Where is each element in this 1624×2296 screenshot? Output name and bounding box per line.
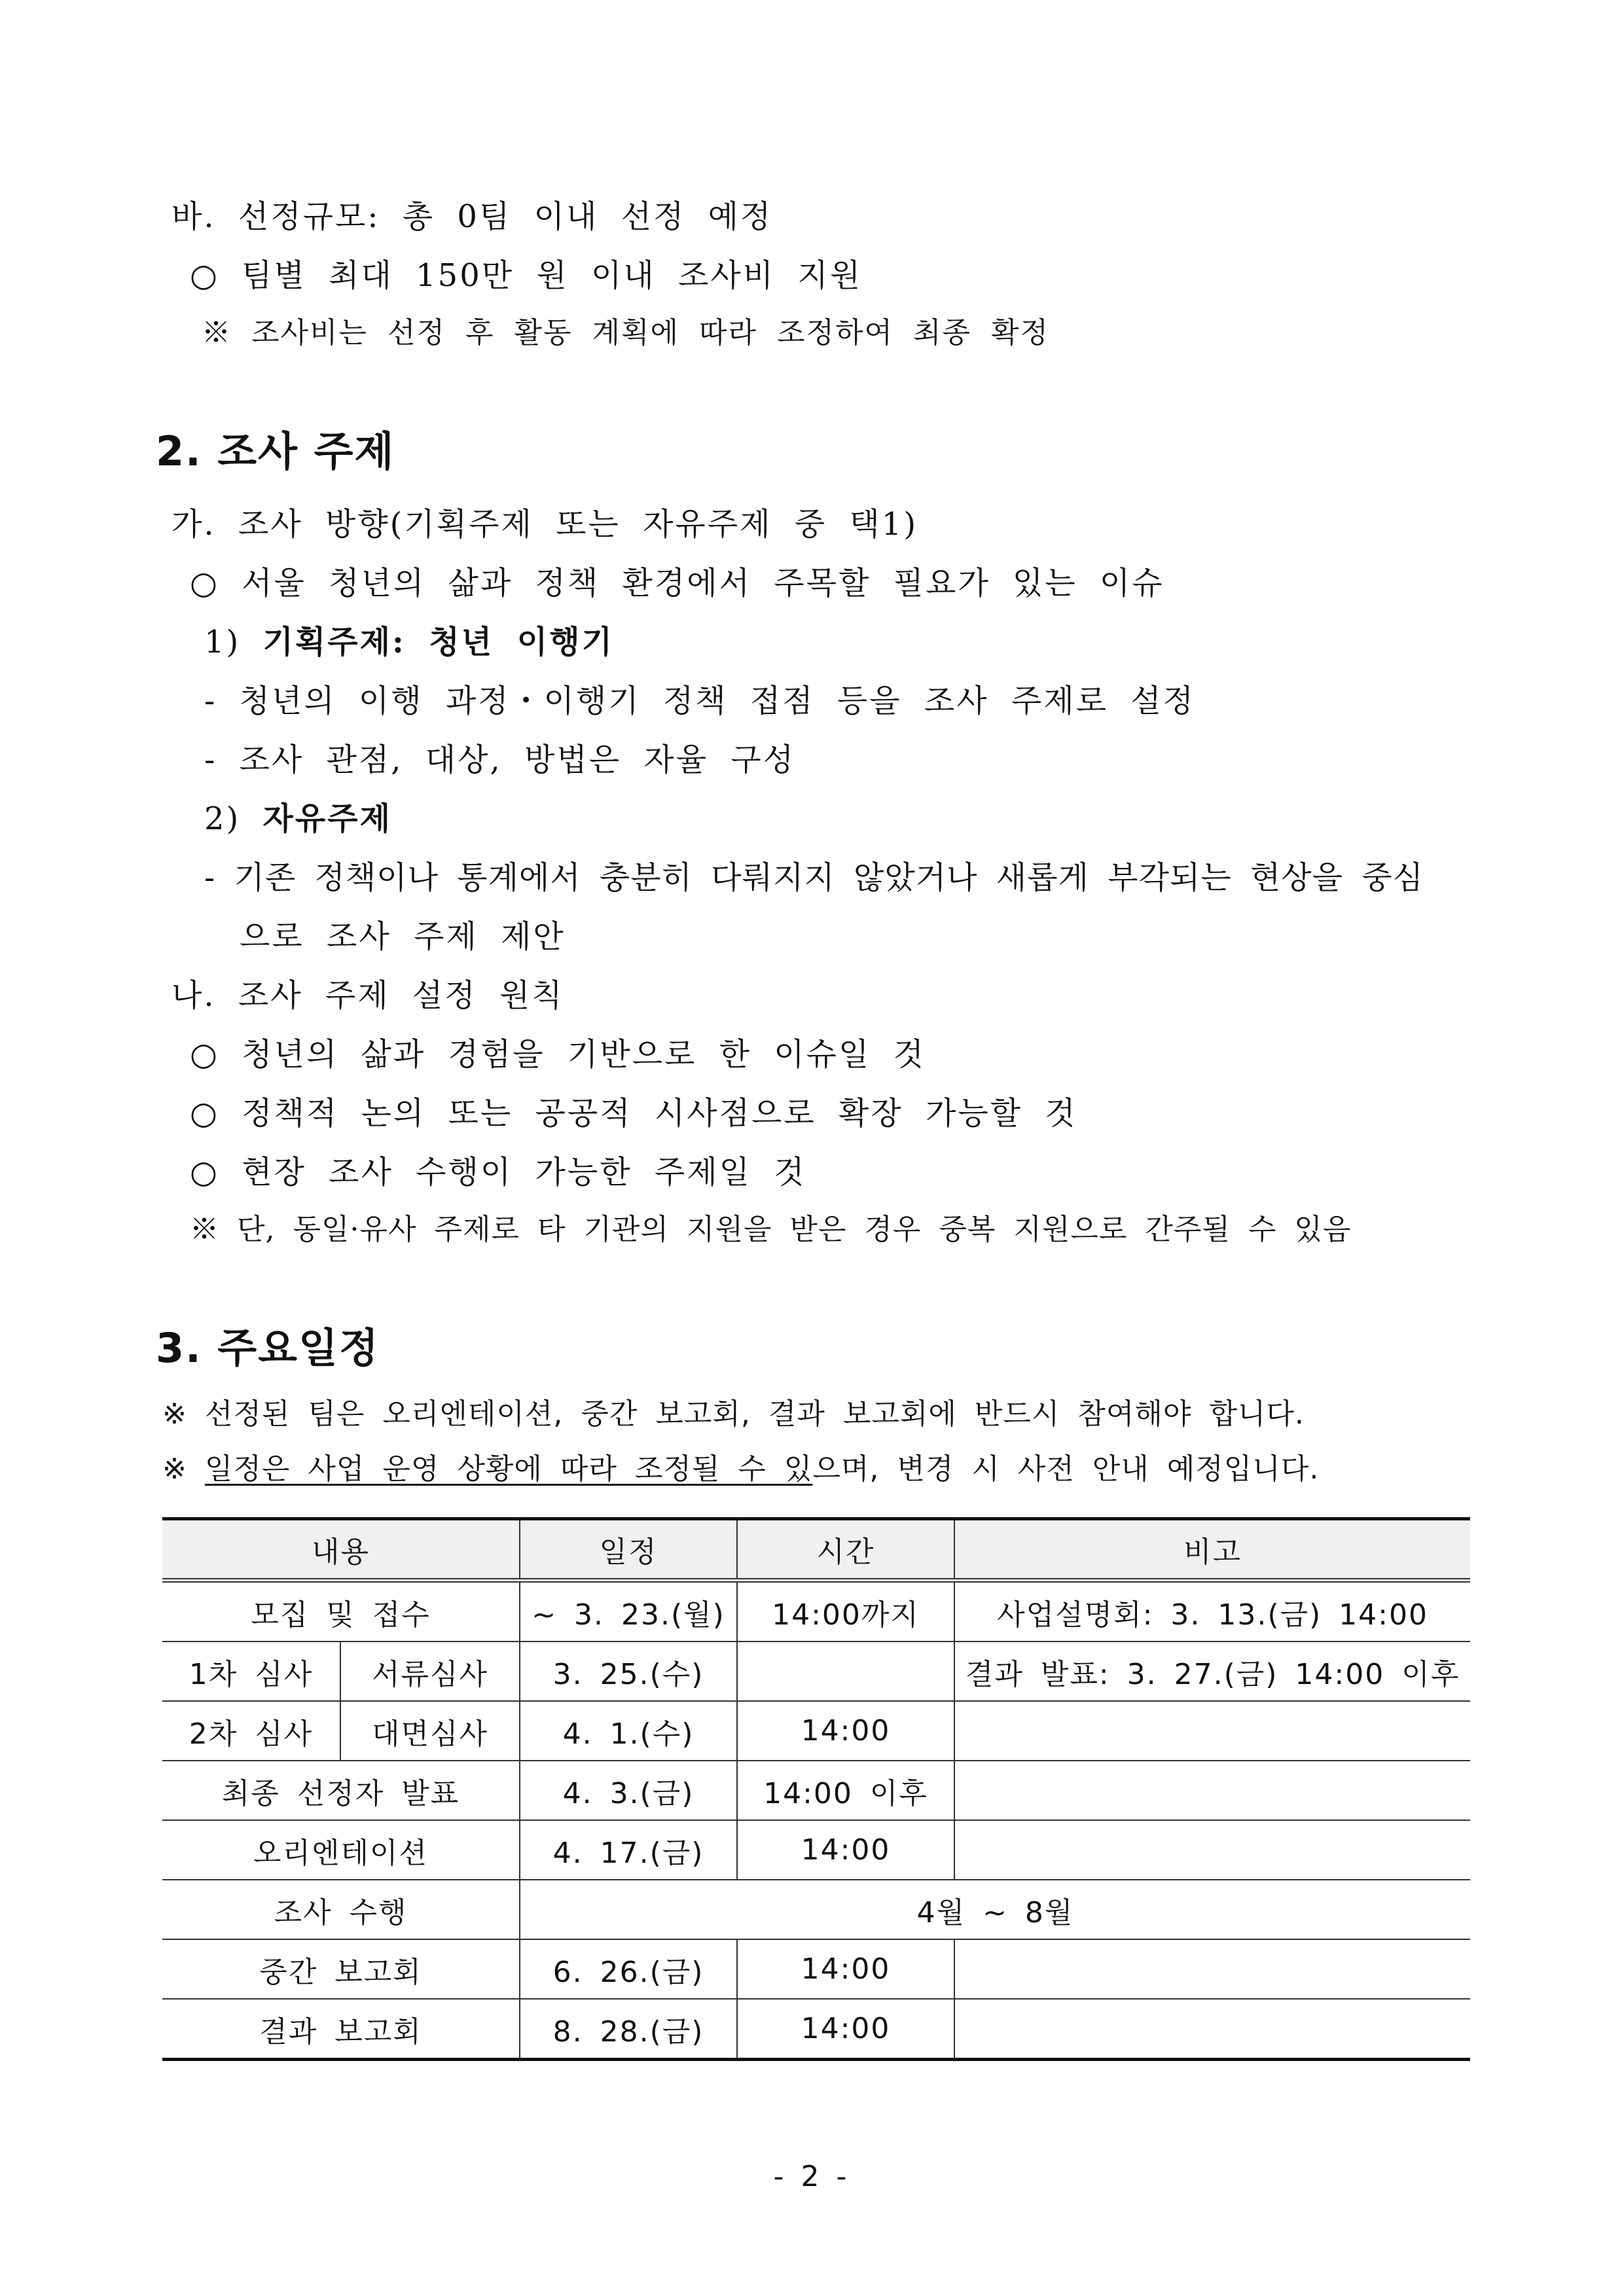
row-time: 14:00 (737, 1939, 954, 1999)
row-content: 중간 보고회 (162, 1939, 520, 1999)
free-topic-title: 자유주제 (262, 800, 393, 837)
table-row (162, 1701, 1470, 1761)
row-substage: 서류심사 (340, 1641, 520, 1701)
planned-topic-title: 기획주제: 청년 이행기 (262, 624, 614, 660)
row-date: 3. 25.(수) (520, 1641, 737, 1701)
row-substage: 대면심사 (340, 1701, 520, 1761)
schedule-note-2-underlined: 일정은 사업 운영 상황에 따라 조정될 수 있 (204, 1452, 813, 1486)
topic-direction-circle: ○ 서울 청년의 삶과 정책 환경에서 주목할 필요가 있는 이슈 (190, 565, 1164, 601)
table-row (162, 1939, 1470, 1999)
row-stage: 2차 심사 (162, 1701, 340, 1761)
row-note: 결과 발표: 3. 27.(금) 14:00 이후 (954, 1641, 1470, 1701)
topic-principles-line: 나. 조사 주제 설정 원칙 (171, 977, 564, 1014)
row-period: 4월 ~ 8월 (520, 1880, 1470, 1939)
row-content: 오리엔테이션 (162, 1820, 520, 1880)
planned-topic-line (204, 617, 614, 662)
row-time: 14:00 (737, 1820, 954, 1880)
table-row (162, 1581, 1470, 1642)
page-number: - 2 - (773, 2160, 851, 2193)
section-heading-schedule: 3. 주요일정 (156, 1324, 380, 1372)
row-content: 조사 수행 (162, 1880, 520, 1939)
table-header-row (162, 1519, 1470, 1581)
free-topic-dash-1-cont: 으로 조사 주제 제안 (240, 918, 566, 955)
budget-note: ※ 조사비는 선정 후 활동 계획에 따라 조정하여 최종 확정 (202, 316, 1049, 350)
row-date: ~ 3. 23.(월) (520, 1581, 737, 1642)
row-time (737, 1641, 954, 1701)
row-stage: 1차 심사 (162, 1641, 340, 1701)
row-date: 8. 28.(금) (520, 1999, 737, 2060)
row-content: 모집 및 접수 (162, 1581, 520, 1642)
principle-2: ○ 정책적 논의 또는 공공적 시사점으로 확장 가능할 것 (190, 1095, 1077, 1132)
row-time: 14:00 이후 (737, 1761, 954, 1820)
section-heading-topic: 2. 조사 주제 (156, 427, 395, 475)
row-note (954, 1761, 1470, 1820)
free-topic-dash-1: - 기존 정책이나 통계에서 충분히 다뤄지지 않았거나 새롭게 부각되는 현상을 중심 (204, 859, 1424, 896)
free-topic-line (204, 793, 392, 838)
row-date: 4. 1.(수) (520, 1701, 737, 1761)
table-row (162, 1880, 1470, 1939)
row-time: 14:00까지 (737, 1581, 954, 1642)
table-row (162, 1641, 1470, 1701)
table-row (162, 1820, 1470, 1880)
row-date: 6. 26.(금) (520, 1939, 737, 1999)
row-note: 사업설명회: 3. 13.(금) 14:00 (954, 1581, 1470, 1642)
row-note (954, 1999, 1470, 2060)
row-note (954, 1820, 1470, 1880)
row-note (954, 1701, 1470, 1761)
table-row (162, 1999, 1470, 2060)
schedule-note-2-rest: 으며, 변경 시 사전 안내 예정입니다. (812, 1452, 1320, 1486)
row-date: 4. 3.(금) (520, 1761, 737, 1820)
row-content: 최종 선정자 발표 (162, 1761, 520, 1820)
planned-topic-dash-2: - 조사 관점, 대상, 방법은 자율 구성 (204, 742, 796, 778)
row-note (954, 1939, 1470, 1999)
header-date: 일정 (520, 1519, 737, 1581)
row-time: 14:00 (737, 1701, 954, 1761)
topic-direction-line: 가. 조사 방향(기획주제 또는 자유주제 중 택1) (171, 506, 918, 543)
principle-note: ※ 단, 동일·유사 주제로 타 기관의 지원을 받은 경우 중복 지원으로 간주될 수 있음 (190, 1213, 1352, 1246)
header-time: 시간 (737, 1519, 954, 1581)
header-content: 내용 (162, 1519, 520, 1581)
budget-line: ○ 팀별 최대 150만 원 이내 조사비 지원 (190, 257, 863, 294)
selection-scale-line: 바. 선정규모: 총 0팀 이내 선정 예정 (171, 198, 773, 235)
row-date: 4. 17.(금) (520, 1820, 737, 1880)
planned-topic-dash-1: - 청년의 이행 과정・이행기 정책 접점 등을 조사 주제로 설정 (204, 683, 1196, 719)
principle-1: ○ 청년의 삶과 경험을 기반으로 한 이슈일 것 (190, 1036, 926, 1073)
free-topic-number: 2) (204, 800, 263, 837)
schedule-note-2 (162, 1445, 1319, 1487)
table-row (162, 1761, 1470, 1820)
row-content: 결과 보고회 (162, 1999, 520, 2060)
schedule-note-2-mark: ※ (162, 1452, 205, 1486)
planned-topic-number: 1) (204, 624, 263, 660)
schedule-table (162, 1517, 1470, 2061)
header-note: 비고 (954, 1519, 1470, 1581)
schedule-note-1: ※ 선정된 팀은 오리엔테이션, 중간 보고회, 결과 보고회에 반드시 참여해야 합니다. (162, 1397, 1305, 1431)
principle-3: ○ 현장 조사 수행이 가능한 주제일 것 (190, 1154, 806, 1191)
row-time: 14:00 (737, 1999, 954, 2060)
